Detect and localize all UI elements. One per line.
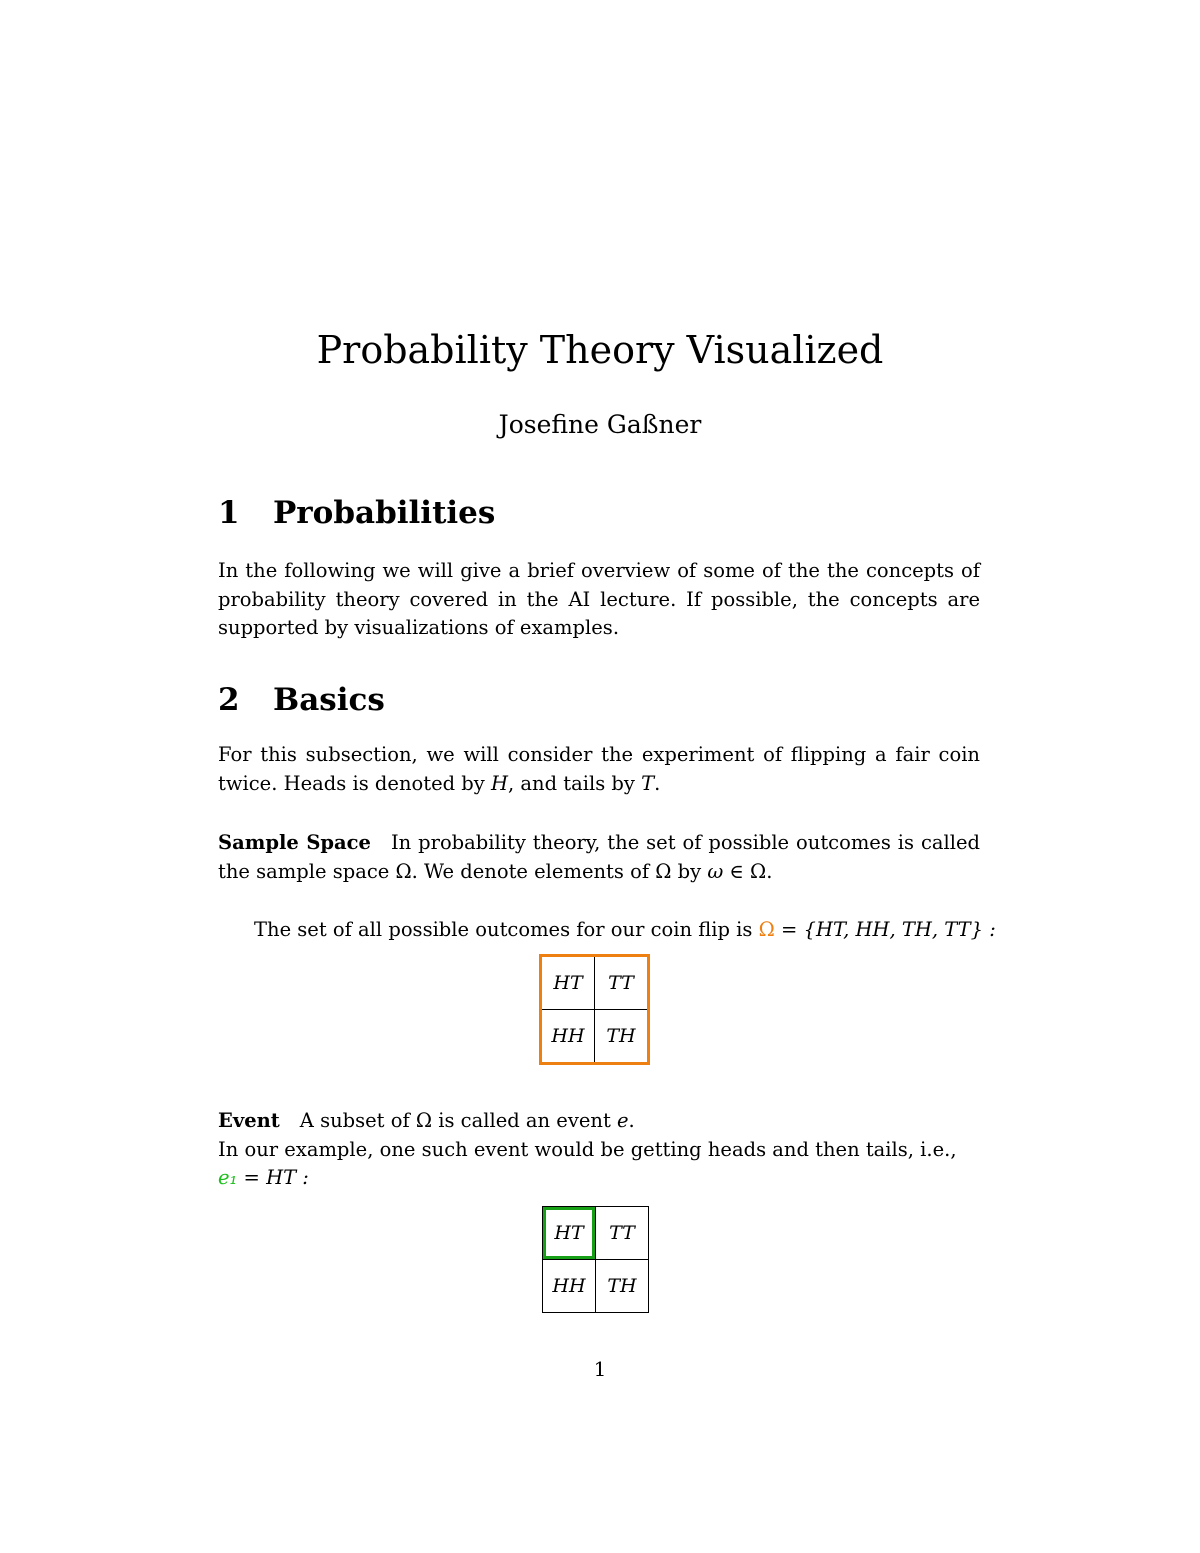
grid-cell: TH: [596, 1260, 649, 1313]
basics-text: , and tails by: [508, 771, 642, 795]
heads-symbol: H: [491, 771, 509, 795]
sample-space-grid: [541, 956, 648, 1063]
omega-element-symbol: ω: [707, 859, 724, 883]
sample-space-text: ∈ Ω.: [723, 859, 773, 883]
grid-cell: TT: [595, 957, 648, 1010]
grid-row: [543, 1207, 649, 1260]
grid-cell: HH: [543, 1260, 596, 1313]
grid-cell: TH: [595, 1010, 648, 1063]
basics-text: For this subsection, we will consider the experiment of flipping a fair coin twice. Heads is denoted by: [218, 743, 980, 795]
event-symbol: e: [617, 1109, 629, 1132]
section-heading-probabilities: [218, 495, 495, 531]
grid-cell: TT: [596, 1207, 649, 1260]
e1-label: e₁: [218, 1166, 238, 1189]
set-line-suffix: = {HT, HH, TH, TT} :: [774, 918, 996, 941]
grid-row: [543, 1260, 649, 1313]
basics-text: .: [654, 771, 661, 795]
event-paragraph: [218, 1107, 980, 1193]
sample-space-set-line: [254, 916, 996, 944]
omega-symbol: Ω: [758, 918, 775, 941]
basics-paragraph: [218, 741, 980, 798]
section-title: Basics: [273, 682, 385, 718]
sample-space-paragraph: [218, 829, 980, 886]
section-number: 1: [218, 495, 240, 531]
section-title: Probabilities: [273, 495, 496, 531]
event-text: .: [628, 1109, 635, 1132]
grid-cell: HT: [542, 957, 595, 1010]
set-line-prefix: The set of all possible outcomes for our coin flip is: [254, 918, 759, 941]
event-grid: [542, 1206, 649, 1313]
grid-row: [542, 1010, 648, 1063]
section-heading-basics: [218, 682, 385, 718]
tails-symbol: T: [641, 771, 655, 795]
page-number: 1: [593, 1357, 607, 1381]
grid-cell: HH: [542, 1010, 595, 1063]
event-heading: Event: [218, 1109, 280, 1132]
document-title: Probability Theory Visualized: [316, 328, 884, 372]
probabilities-paragraph: In the following we will give a brief overview of some of the the concepts of probability theory covered in the AI lecture. If possible, the concepts are supported by visualizations of examples.: [218, 559, 980, 639]
grid-row: [542, 957, 648, 1010]
section-number: 2: [218, 682, 240, 718]
event-text: A subset of Ω is called an event: [299, 1109, 617, 1132]
author-name: Josefine Gaßner: [498, 410, 702, 439]
grid-cell-highlighted: HT: [543, 1207, 596, 1260]
e1-definition: = HT :: [237, 1166, 309, 1189]
sample-space-heading: Sample Space: [218, 831, 371, 854]
sample-space-text: In probability theory, the set of possible outcomes is called the sample space Ω. We denote elements of Ω by: [218, 831, 980, 883]
event-example-text: In our example, one such event would be getting heads and then tails, i.e.,: [218, 1137, 957, 1161]
